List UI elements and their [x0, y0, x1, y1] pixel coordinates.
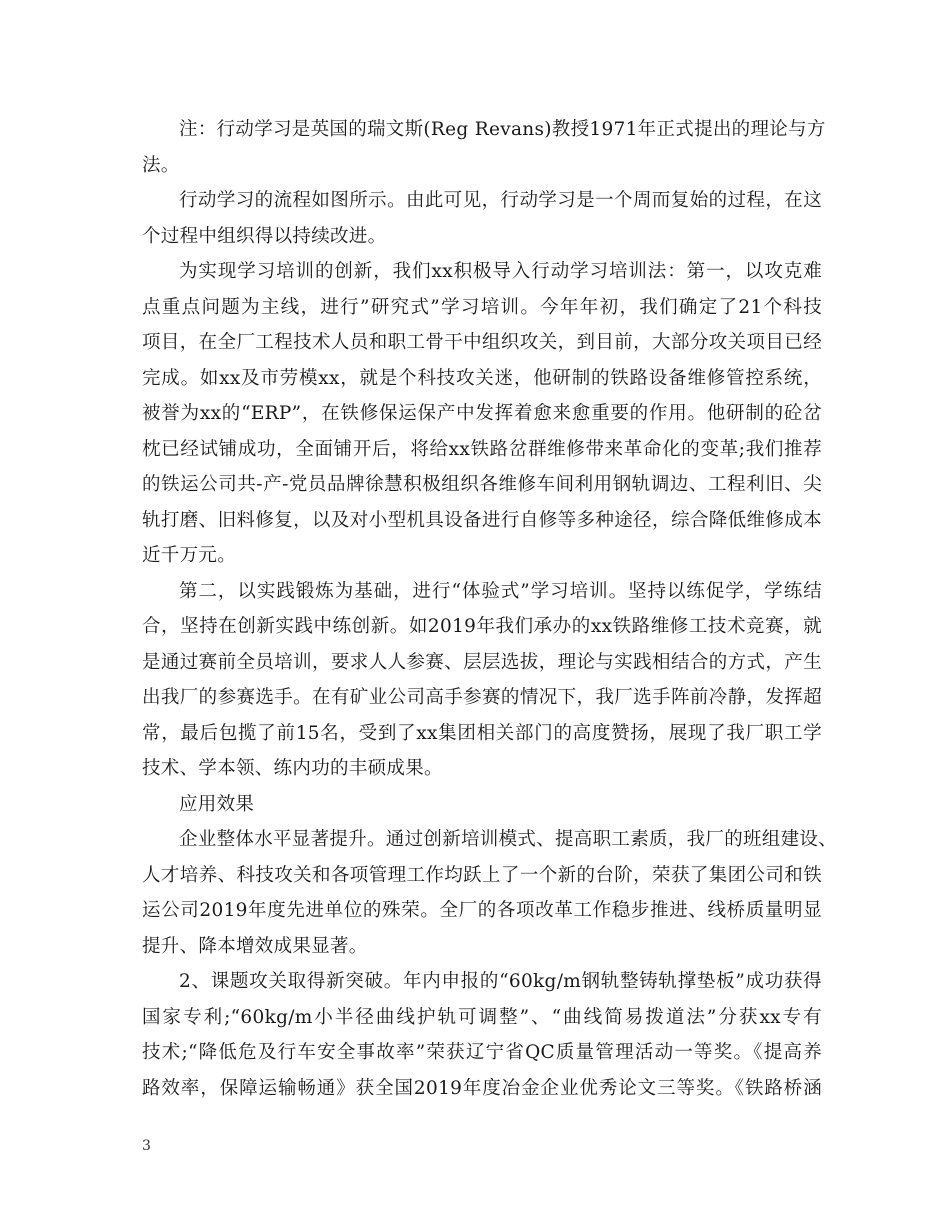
text-line: 应用效果	[179, 793, 255, 815]
page-number: 3	[142, 1138, 151, 1154]
text-line: 人才培养、科技攻关和各项管理工作均跃上了一个新的台阶，荣获了集团公司和铁	[142, 864, 822, 886]
text-line: 枕已经试铺成功，全面铺开后，将给xx铁路岔群维修带来革命化的变革;我们推荐	[142, 438, 822, 460]
text-line: 近千万元。	[142, 545, 237, 566]
text-line: 技术;“降低危及行车安全事故率”荣获辽宁省QC质量管理活动一等奖。《提高养	[142, 1042, 822, 1063]
text-line: 企业整体水平显著提升。通过创新培训模式、提高职工素质，我厂的班组建设、	[179, 829, 838, 850]
text-line: 注：行动学习是英国的瑞文斯(Reg Revans)教授1971年正式提出的理论与方	[179, 119, 826, 140]
text-line: 行动学习的流程如图所示。由此可见，行动学习是一个周而复始的过程，在这	[179, 190, 822, 211]
text-line: 点重点问题为主线，进行”研究式”学习培训。今年年初，我们确定了21个科技	[142, 296, 822, 318]
text-line: 国家专利;“60kg/m小半径曲线护轨可调整”、“曲线简易拨道法”分获xx专有	[142, 1006, 822, 1028]
text-line: 轨打磨、旧料修复，以及对小型机具设备进行自修等多种途径，综合降低维修成本	[142, 509, 822, 531]
text-line: 个过程中组织得以持续改进。	[142, 225, 387, 247]
text-line: 是通过赛前全员培训，要求人人参赛、层层选拔，理论与实践相结合的方式，产生	[142, 651, 822, 673]
text-line: 法。	[142, 154, 180, 176]
text-line: 完成。如xx及市劳模xx，就是个科技攻关迷，他研制的铁路设备维修管控系统，	[142, 367, 822, 389]
text-line: 为实现学习培训的创新，我们xx积极导入行动学习培训法：第一，以攻克难	[179, 261, 822, 282]
text-line: 路效率，保障运输畅通》获全国2019年度冶金企业优秀论文三等奖。《铁路桥涵	[142, 1077, 822, 1099]
text-line: 常，最后包揽了前15名，受到了xx集团相关部门的高度赞扬，展现了我厂职工学	[142, 722, 822, 744]
text-line: 提升、降本增效成果显著。	[142, 935, 368, 957]
text-line: 运公司2019年度先进单位的殊荣。全厂的各项改革工作稳步推进、线桥质量明显	[142, 900, 822, 921]
text-line: 合，坚持在创新实践中练创新。如2019年我们承办的xx铁路维修工技术竞赛，就	[142, 616, 822, 637]
document-body	[142, 112, 838, 1106]
text-line: 出我厂的参赛选手。在有矿业公司高手参赛的情况下，我厂选手阵前冷静，发挥超	[142, 687, 822, 708]
text-line: 第二，以实践锻炼为基础，进行“体验式”学习培训。坚持以练促学，学练结	[179, 580, 822, 602]
text-line: 被誉为xx的“ERP”，在铁修保运保产中发挥着愈来愈重要的作用。他研制的砼岔	[142, 403, 822, 424]
text-line: 的铁运公司共-产-党员品牌徐慧积极组织各维修车间利用钢轨调边、工程利旧、尖	[142, 474, 822, 495]
text-line: 2、课题攻关取得新突破。年内申报的“60kg/m钢轨整铸轨撑垫板”成功获得	[179, 971, 822, 992]
text-line: 技术、学本领、练内功的丰硕成果。	[142, 758, 443, 779]
text-line: 项目，在全厂工程技术人员和职工骨干中组织攻关，到目前，大部分攻关项目已经	[142, 332, 822, 353]
